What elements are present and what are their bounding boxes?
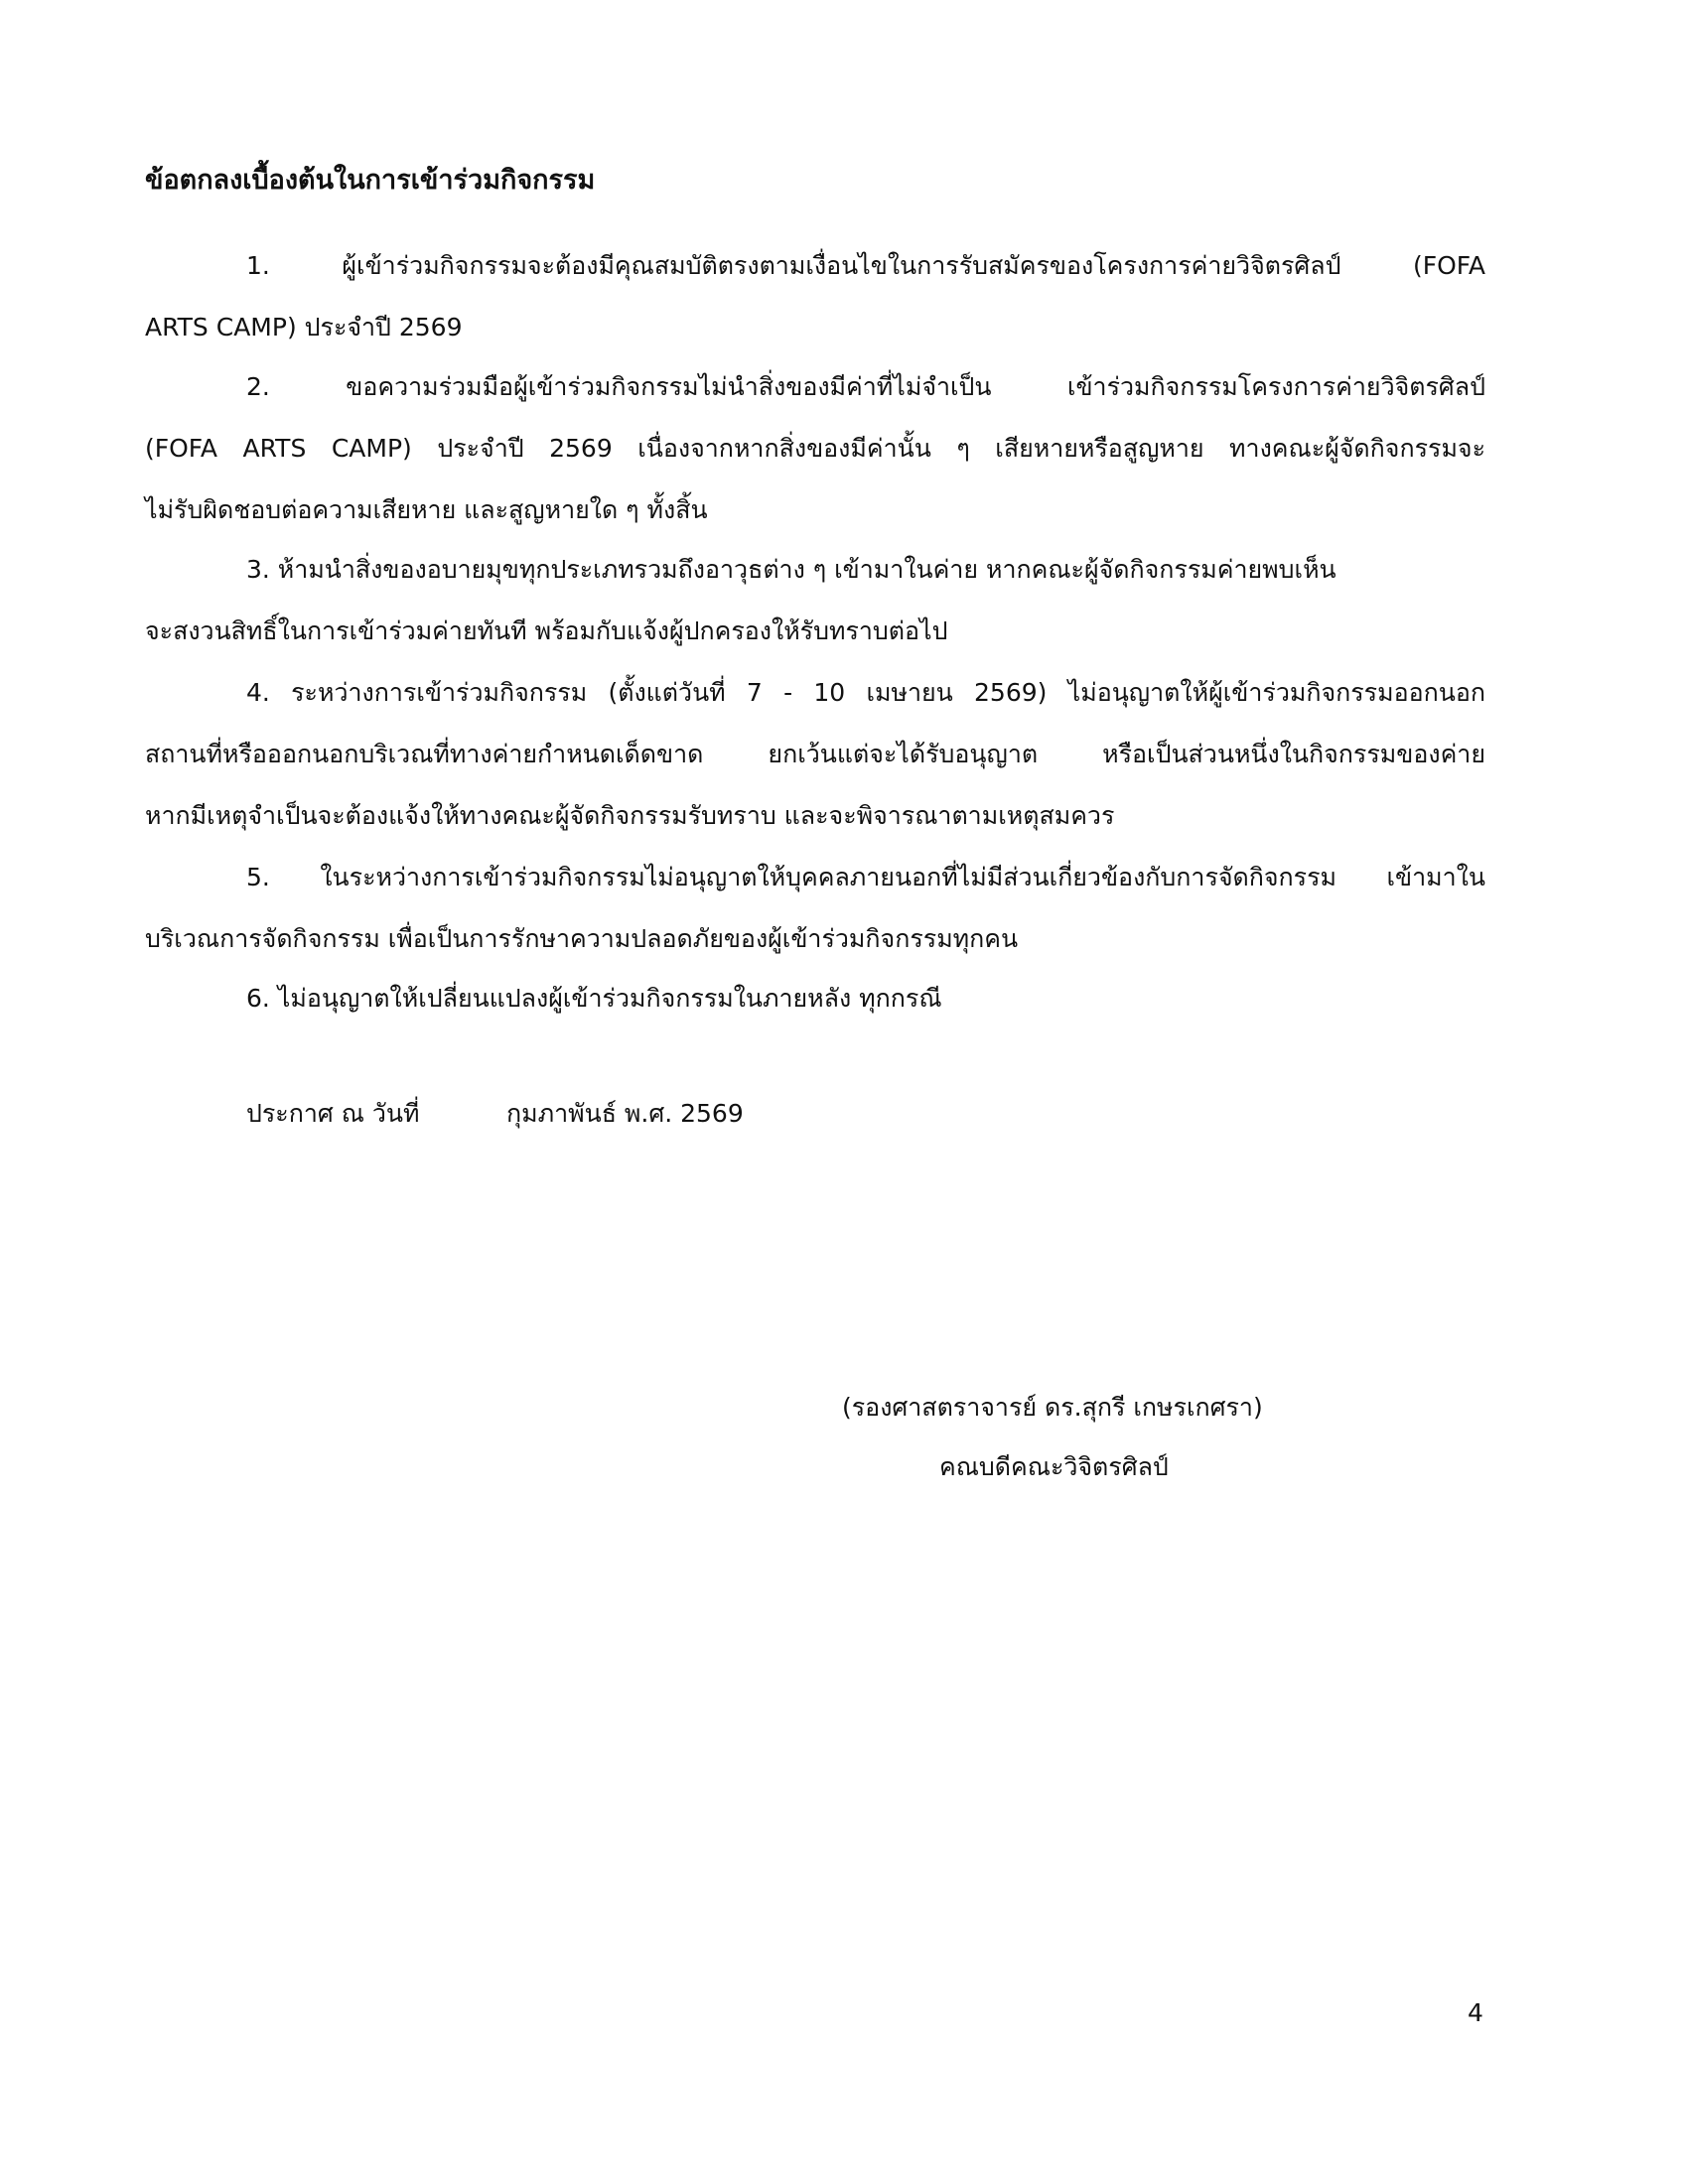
item-5-line-2: บริเวณการจัดกิจกรรม เพื่อเป็นการรักษาความปลอดภัยของผู้เข้าร่วมกิจกรรมทุกคน <box>145 924 1019 953</box>
item-4-line-1: 4. ระหว่างการเข้าร่วมกิจกรรม (ตั้งแต่วันที่ 7 - 10 เมษายน 2569) ไม่อนุญาตให้ผู้เข้าร่วมกิจกรรมออกนอก <box>246 678 1485 707</box>
item-5-line-1: 5. ในระหว่างการเข้าร่วมกิจกรรมไม่อนุญาตให้บุคคลภายนอกที่ไม่มีส่วนเกี่ยวข้องกับการจัดกิจกรรม เข้ามาใน <box>246 863 1485 891</box>
page-number: 4 <box>1468 1998 1483 2027</box>
item-4-line-2: สถานที่หรือออกนอกบริเวณที่ทางค่ายกำหนดเด็ดขาด ยกเว้นแต่จะได้รับอนุญาต หรือเป็นส่วนหนึ่งในกิจกรรมของค่าย <box>145 740 1485 768</box>
item-3-line-1: 3. ห้ามนำสิ่งของอบายมุขทุกประเภทรวมถึงอาวุธต่าง ๆ เข้ามาในค่าย หากคณะผู้จัดกิจกรรมค่ายพบเห็น <box>246 555 1336 584</box>
item-2-line-3: ไม่รับผิดชอบต่อความเสียหาย และสูญหายใด ๆ ทั้งสิ้น <box>145 495 708 524</box>
item-2-line-2: (FOFA ARTS CAMP) ประจำปี 2569 เนื่องจากหากสิ่งของมีค่านั้น ๆ เสียหายหรือสูญหาย ทางคณะผู้จัดกิจกรรมจะ <box>145 434 1485 463</box>
signer-name: (รองศาสตราจารย์ ดร.สุกรี เกษรเกศรา) <box>842 1393 1263 1422</box>
item-2-line-1: 2. ขอความร่วมมือผู้เข้าร่วมกิจกรรมไม่นำสิ่งของมีค่าที่ไม่จำเป็น เข้าร่วมกิจกรรมโครงการค่ายวิจิตรศิลป์ <box>246 372 1485 401</box>
item-6-line-1: 6. ไม่อนุญาตให้เปลี่ยนแปลงผู้เข้าร่วมกิจกรรมในภายหลัง ทุกกรณี <box>246 984 942 1013</box>
document-heading: ข้อตกลงเบื้องต้นในการเข้าร่วมกิจกรรม <box>145 165 596 196</box>
item-1-line-2: ARTS CAMP) ประจำปี 2569 <box>145 313 463 341</box>
item-1-line-1: 1. ผู้เข้าร่วมกิจกรรมจะต้องมีคุณสมบัติตรงตามเงื่อนไขในการรับสมัครของโครงการค่ายวิจิตรศิลป์ (FOFA <box>246 251 1485 280</box>
item-3-line-2: จะสงวนสิทธิ์ในการเข้าร่วมค่ายทันที พร้อมกับแจ้งผู้ปกครองให้รับทราบต่อไป <box>145 616 948 645</box>
signer-title: คณบดีคณะวิจิตรศิลป์ <box>939 1452 1169 1481</box>
item-4-line-3: หากมีเหตุจำเป็นจะต้องแจ้งให้ทางคณะผู้จัดกิจกรรมรับทราบ และจะพิจารณาตามเหตุสมควร <box>145 801 1115 830</box>
announcement-date: กุมภาพันธ์ พ.ศ. 2569 <box>506 1099 744 1128</box>
announcement-label: ประกาศ ณ วันที่ <box>246 1099 420 1128</box>
